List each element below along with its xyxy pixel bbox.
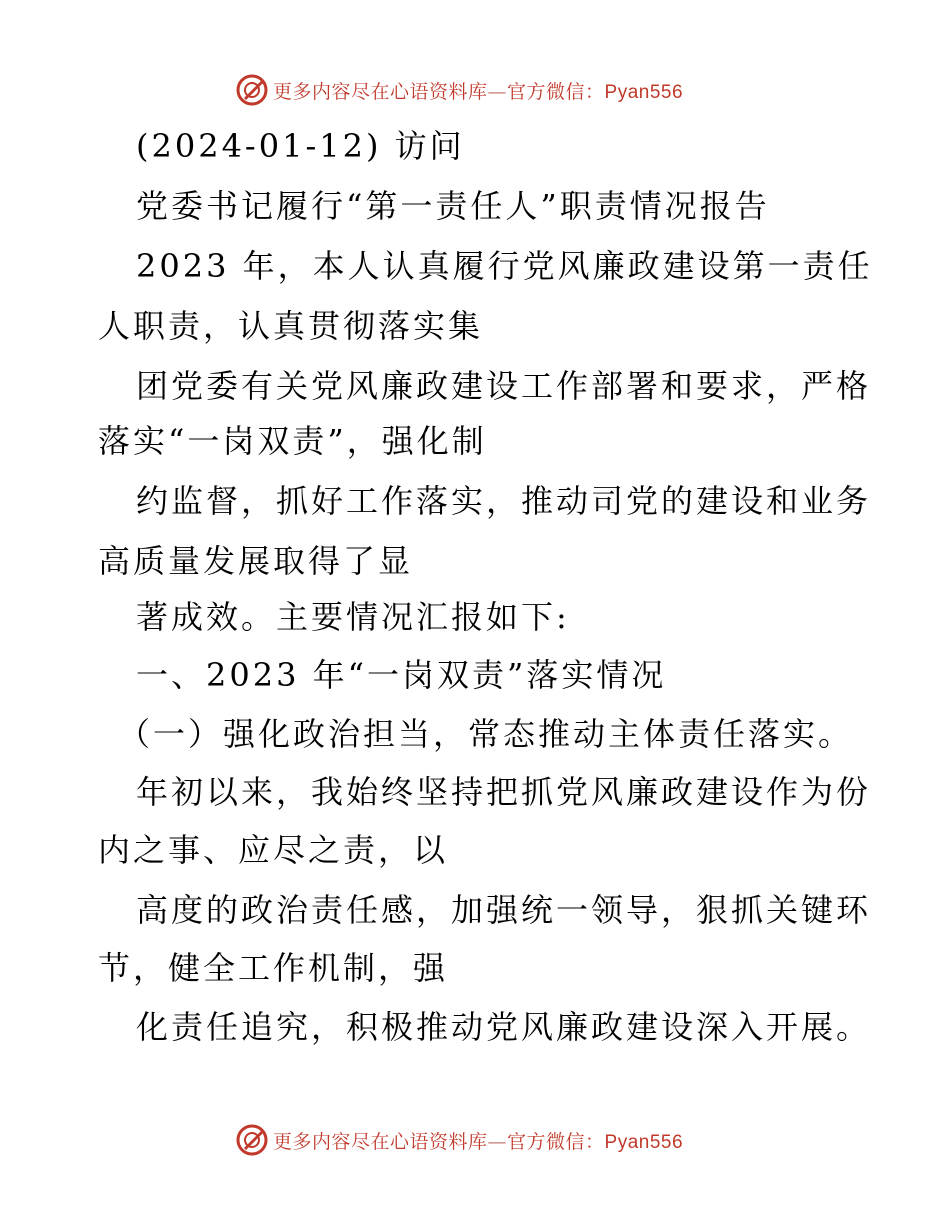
doc-line: 内之事、应尽之责，以 [98,831,449,869]
doc-line: 高质量发展取得了显 [98,542,414,580]
watermark-official: 官方微信： [507,1130,605,1153]
doc-line-date: (2024-01-12) 访问 [136,127,465,165]
doc-line: 著成效。主要情况汇报如下: [136,598,570,636]
doc-line: 约监督，抓好工作落实，推动司党的建设和业务 [136,482,872,520]
watermark-text [273,1127,683,1154]
watermark-official: 官方微信： [507,80,605,103]
doc-line: 化责任追究，积极推动党风廉政建设深入开展。 [136,1008,872,1046]
pen-logo-icon [235,73,269,107]
watermark-wechat-id: Pyan556 [604,1131,684,1153]
doc-line: 节，健全工作机制，强 [98,949,449,987]
pen-logo-icon [235,1123,269,1157]
doc-line: 团党委有关党风廉政建设工作部署和要求，严格 [136,367,872,405]
doc-line: 人职责，认真贯彻落实集 [98,307,484,345]
watermark-separator: — [487,1130,508,1153]
watermark-separator: — [487,80,508,103]
doc-line: 2023 年，本人认真履行党风廉政建设第一责任 [136,247,873,285]
watermark-wechat-id: Pyan556 [604,81,684,103]
watermark-header [235,72,735,108]
watermark-text [273,77,683,104]
watermark-main: 更多内容尽在心语资料库 [273,80,488,103]
doc-line: 高度的政治责任感，加强统一领导，狠抓关键环 [136,891,872,929]
watermark-main: 更多内容尽在心语资料库 [273,1130,488,1153]
doc-line-title: 党委书记履行“第一责任人”职责情况报告 [136,187,770,225]
doc-line: 年初以来，我始终坚持把抓党风廉政建设作为份 [136,773,872,811]
doc-line: 落实“一岗双责”，强化制 [98,422,487,460]
watermark-footer [235,1122,735,1158]
doc-line-heading-1: 一、2023 年“一岗双责”落实情况 [136,656,667,694]
doc-line-heading-2: （一）强化政治担当，常态推动主体责任落实。 [118,715,854,753]
